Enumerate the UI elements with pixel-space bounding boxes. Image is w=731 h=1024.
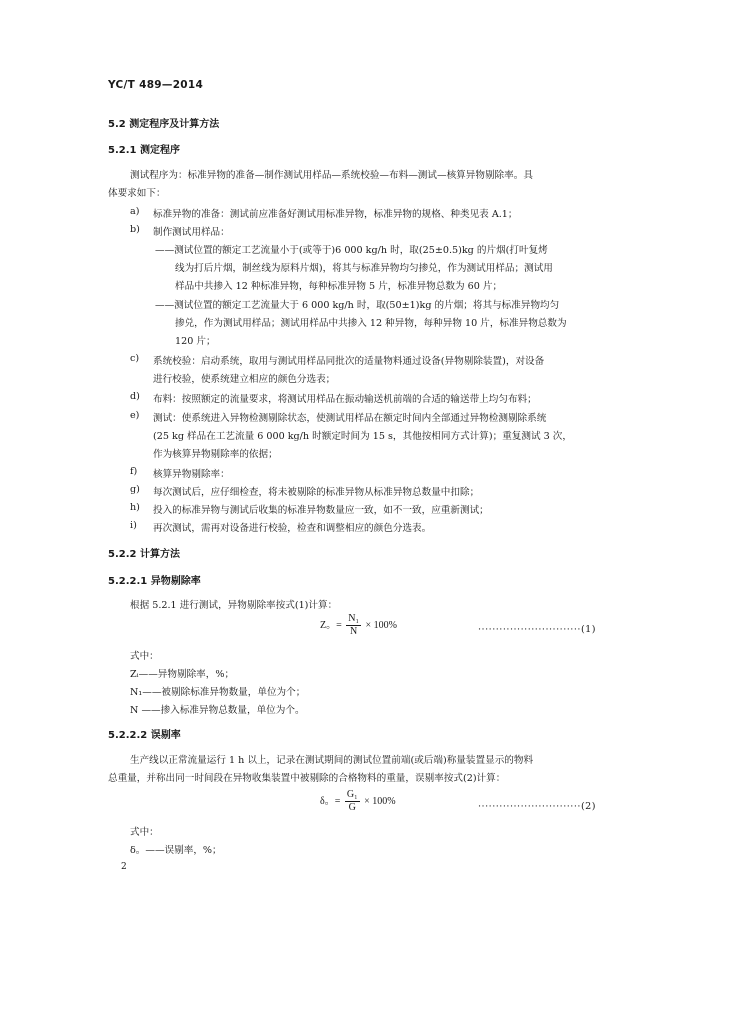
page-number: 2 <box>121 862 127 872</box>
item-f-label: f) <box>130 466 138 477</box>
formula-1-lhs: Z。= <box>320 619 342 631</box>
formula-2 <box>320 789 396 814</box>
item-b-text: 制作测试用样品： <box>153 227 230 238</box>
item-h-label: h) <box>130 502 140 513</box>
standard-code-header: YC/T 489—2014 <box>108 79 204 91</box>
item-b-dash1-line-1: ——测试位置的额定工艺流量小于(或等于)6 000 kg/h 时，取(25±0.5)kg 的片烟(打叶复烤 <box>155 245 548 256</box>
intro-line-1: 测试程序为：标准异物的准备—制作测试用样品—系统校验—布料—测试—核算异物剔除率。具 <box>130 170 533 181</box>
item-e-line-2: (25 kg 样品在工艺流量 6 000 kg/h 时额定时间为 15 s，其他按相同方式计算)；重复测试 3 次， <box>153 431 572 442</box>
formula-1 <box>320 613 397 638</box>
item-h-text: 投入的标准异物与测试后收集的标准异物数量应一致，如不一致，应重新测试； <box>153 505 489 516</box>
item-i-text: 再次测试，需再对设备进行校验，检查和调整相应的颜色分选表。 <box>153 523 432 534</box>
item-b-label: b) <box>130 224 140 235</box>
item-c-line-1: 系统校验：启动系统，取用与测试用样品同批次的适量物料通过设备(异物剔除装置)，对设备 <box>153 356 545 367</box>
formula-2-fraction <box>345 789 360 814</box>
item-c-label: c) <box>130 353 140 364</box>
item-f-text: 核算异物剔除率： <box>153 469 230 480</box>
item-g-label: g) <box>130 484 140 495</box>
formula-1-where: 式中： <box>130 651 159 662</box>
formula-2-rhs: × 100% <box>364 795 396 807</box>
formula-1-number: ·····························(1) <box>478 624 597 635</box>
item-b-dash2-line-2: 掺兑，作为测试用样品；测试用样品中共掺入 12 种异物，每种异物 10 片，标准异物总数为 <box>175 318 567 329</box>
formula-2-lhs: δ。= <box>320 795 341 807</box>
formula-1-intro: 根据 5.2.1 进行测试，异物剔除率按式(1)计算： <box>130 600 338 611</box>
formula-1-rhs: × 100% <box>365 619 397 631</box>
item-d-text: 布料：按照额定的流量要求，将测试用样品在振动输送机前端的合适的输送带上均匀布料； <box>153 394 537 405</box>
formula-1-def-1: Zᵢ——异物剔除率，%； <box>130 669 235 680</box>
formula-2-number: ·····························(2) <box>478 801 597 812</box>
item-e-label: e) <box>130 410 140 421</box>
formula-1-numerator: N₁ <box>348 613 359 624</box>
item-e-line-1: 测试：使系统进入异物检测剔除状态，使测试用样品在额定时间内全部通过异物检测剔除系统 <box>153 413 547 424</box>
item-b-dash1-line-2: 线为打后片烟，制丝线为原料片烟)，将其与标准异物均匀掺兑，作为测试用样品；测试用 <box>175 263 553 274</box>
intro-line-2: 体要求如下： <box>108 188 166 199</box>
section-5-2-2-title: 5.2.2 计算方法 <box>108 549 180 560</box>
section-5-2-title: 5.2 测定程序及计算方法 <box>108 119 220 130</box>
section-5-2-2-1-title: 5.2.2.1 异物剔除率 <box>108 576 201 587</box>
item-d-label: d) <box>130 391 140 402</box>
section-5-2-1-title: 5.2.1 测定程序 <box>108 145 180 156</box>
item-e-line-3: 作为核算异物剔除率的依据； <box>153 449 278 460</box>
item-c-line-2: 进行校验，使系统建立相应的颜色分选表； <box>153 374 336 385</box>
formula-2-intro-line-2: 总重量，并称出同一时间段在异物收集装置中被剔除的合格物料的重量，误剔率按式(2)计算： <box>108 773 506 784</box>
formula-2-where: 式中： <box>130 827 159 838</box>
formula-1-def-2: N₁——被剔除标准异物数量，单位为个； <box>130 687 306 698</box>
formula-1-def-3: N ——掺入标准异物总数量，单位为个。 <box>130 705 305 716</box>
item-b-dash2-line-1: ——测试位置的额定工艺流量大于 6 000 kg/h 时，取(50±1)kg 的片烟；将其与标准异物均匀 <box>155 300 560 311</box>
item-a-text: 标准异物的准备：测试前应准备好测试用标准异物，标准异物的规格、种类见表 A.1； <box>153 209 518 220</box>
item-g-text: 每次测试后，应仔细检查，将未被剔除的标准异物从标准异物总数量中扣除； <box>153 487 480 498</box>
formula-2-def-1: δ。——误剔率，%； <box>130 845 222 856</box>
formula-2-intro-line-1: 生产线以正常流量运行 1 h 以上，记录在测试期间的测试位置前端(或后端)称量装置显示的物料 <box>130 755 534 766</box>
formula-2-denominator: G <box>348 802 356 813</box>
item-i-label: i) <box>130 520 137 531</box>
item-b-dash1-line-3: 样品中共掺入 12 种标准异物，每种标准异物 5 片，标准异物总数为 60 片； <box>175 281 503 292</box>
formula-1-fraction <box>346 613 361 638</box>
formula-1-denominator: N <box>349 626 358 637</box>
formula-2-numerator: G₁ <box>346 789 358 800</box>
item-b-dash2-line-3: 120 片； <box>175 336 216 347</box>
section-5-2-2-2-title: 5.2.2.2 误剔率 <box>108 730 181 741</box>
item-a-label: a) <box>130 206 140 217</box>
